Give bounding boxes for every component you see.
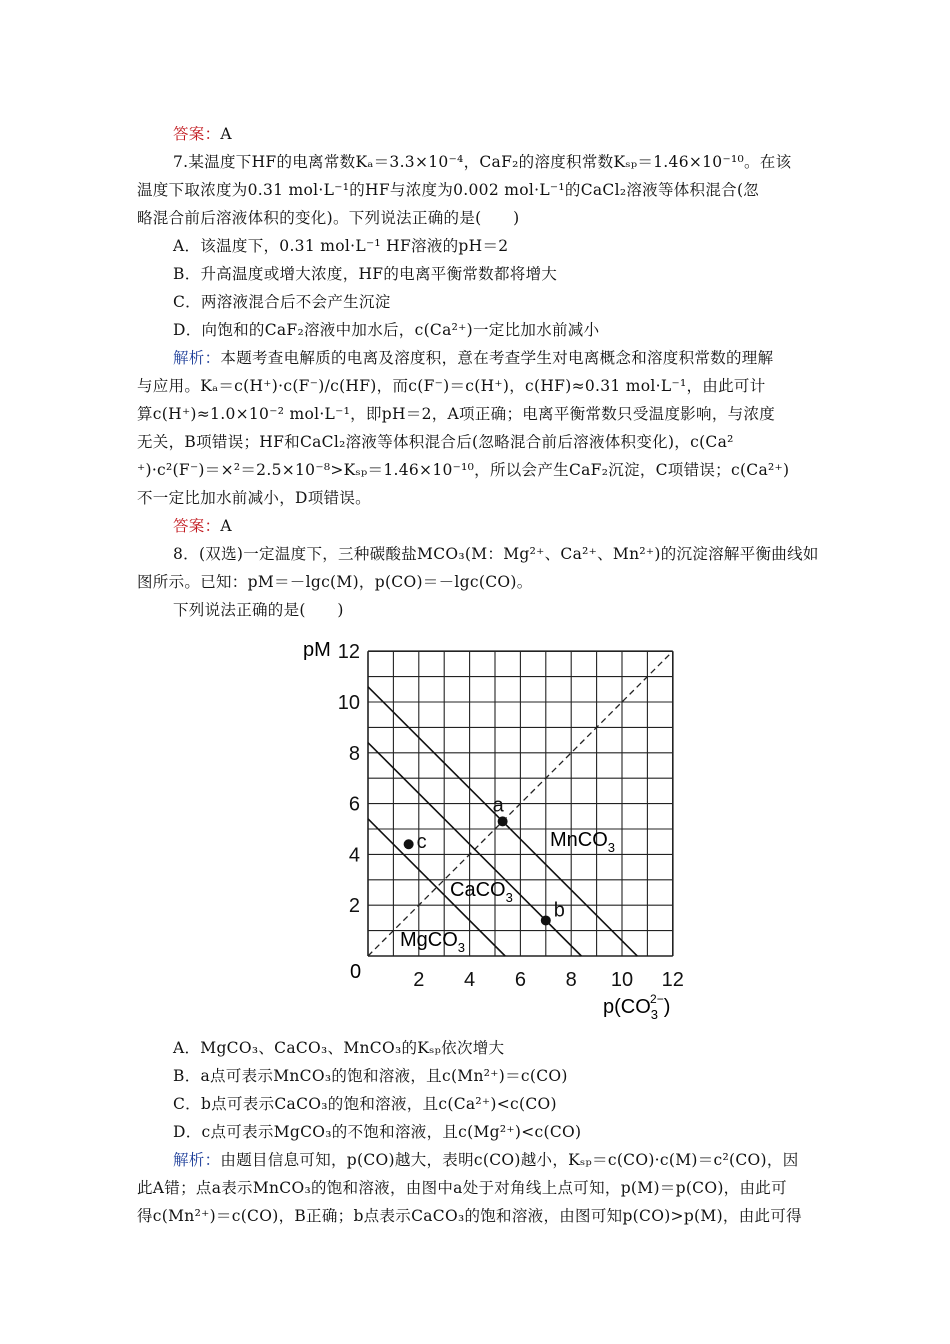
x-axis-label <box>603 992 670 1020</box>
option-7-a: A．该温度下，0.31 mol·L⁻¹ HF溶液的pH＝2 <box>173 237 509 255</box>
curve-label-mnco3 <box>550 829 615 855</box>
option-8-d: D．c点可表示MgCO₃的不饱和溶液，且c(Mg²⁺)<c(CO) <box>173 1123 582 1141</box>
y-axis-label: pM <box>303 639 331 661</box>
option-7-d: D．向饱和的CaF₂溶液中加水后，c(Ca²⁺)一定比加水前减小 <box>173 321 600 339</box>
option-7-c: C．两溶液混合后不会产生沉淀 <box>173 293 391 311</box>
analysis-text: 本题考查电解质的电离及溶度积，意在考查学生对电离概念和溶度积常数的理解 <box>220 349 774 367</box>
x-axis-label-end: ) <box>663 996 671 1018</box>
analysis-7-line-3: 算c(H⁺)≈1.0×10⁻² mol·L⁻¹，即pH＝2，A项正确；电离平衡常数只受温度影响，与浓度 <box>137 405 776 423</box>
data-point-a <box>498 816 508 826</box>
y-tick-label: 12 <box>337 641 360 664</box>
question-8-line-1: 8．(双选)一定温度下，三种碳酸盐MCO₃(M：Mg²⁺、Ca²⁺、Mn²⁺)的沉淀溶解平衡曲线如 <box>173 545 819 563</box>
option-7-b: B．升高温度或增大浓度，HF的电离平衡常数都将增大 <box>173 265 558 283</box>
option-8-c: C．b点可表示CaCO₃的饱和溶液，且c(Ca²⁺)<c(CO) <box>173 1095 557 1113</box>
answer-value: A <box>220 125 232 143</box>
graph-svg <box>290 630 700 1020</box>
question-7-line-3: 略混合前后溶液体积的变化)。下列说法正确的是( ) <box>137 209 520 227</box>
question-7-line-2: 温度下取浓度为0.31 mol·L⁻¹的HF与浓度为0.002 mol·L⁻¹的CaCl₂溶液等体积混合(忽 <box>137 181 760 199</box>
y-tick-label: 2 <box>348 895 360 918</box>
answer-line-6 <box>173 122 232 144</box>
tick-layer <box>338 641 684 991</box>
data-point-label-a: a <box>492 794 504 817</box>
data-point-label-b: b <box>553 899 565 922</box>
answer-label: 答案： <box>173 517 221 535</box>
curve-label-caco3-main: CaCO <box>450 879 506 901</box>
x-axis-label-main: p(CO <box>603 996 651 1018</box>
solubility-equilibrium-graph <box>290 630 700 1020</box>
analysis-label: 解析： <box>173 1151 221 1169</box>
question-7-line-1: 7.某温度下HF的电离常数Kₐ＝3.3×10⁻⁴，CaF₂的溶度积常数Kₛₚ＝1.46×10⁻¹⁰。在该 <box>173 153 792 171</box>
x-axis-label-sup: 2− <box>650 992 664 1006</box>
analysis-text: 由题目信息可知，p(CO)越大，表明c(CO)越小，Kₛₚ＝c(CO)·c(M)＝c²(CO)，因 <box>220 1151 799 1169</box>
analysis-8-line-2: 此A错；点a表示MnCO₃的饱和溶液，由图中a处于对角线上点可知，p(M)＝p(CO)，由此可 <box>137 1179 787 1197</box>
curve-label-mgco3-main: MgCO <box>400 929 458 951</box>
answer-label: 答案： <box>173 125 221 143</box>
y-tick-label: 8 <box>348 742 360 765</box>
x-tick-label: 4 <box>464 969 476 991</box>
curve-label-caco3-sub: 3 <box>505 890 513 905</box>
x-tick-label: 6 <box>514 969 526 991</box>
data-point-c <box>404 839 414 849</box>
question-8-line-2: 图所示。已知：pM＝－lgc(M)，p(CO)＝－lgc(CO)。 <box>137 573 533 591</box>
origin-label: 0 <box>350 961 362 983</box>
data-point-b <box>541 915 551 925</box>
x-tick-label: 10 <box>610 969 634 991</box>
answer-value: A <box>220 517 232 535</box>
data-point-label-c: c <box>416 831 427 854</box>
analysis-7-line-1 <box>173 346 773 368</box>
analysis-7-line-2: 与应用。Kₐ＝c(H⁺)·c(F⁻)/c(HF)，而c(F⁻)＝c(H⁺)，c(HF)≈0.31 mol·L⁻¹，由此可计 <box>137 377 766 395</box>
curve-label-mnco3-sub: 3 <box>607 840 616 855</box>
x-tick-label: 12 <box>661 969 684 991</box>
option-8-a: A．MgCO₃、CaCO₃、MnCO₃的Kₛₚ依次增大 <box>173 1039 505 1057</box>
question-8-line-3: 下列说法正确的是( ) <box>173 601 344 619</box>
analysis-7-line-6: 不一定比加水前减小，D项错误。 <box>137 489 371 507</box>
option-8-b: B．a点可表示MnCO₃的饱和溶液，且c(Mn²⁺)＝c(CO) <box>173 1067 568 1085</box>
analysis-7-line-4: 无关，B项错误；HF和CaCl₂溶液等体积混合后(忽略混合前后溶液体积变化)，c(Ca² <box>137 433 734 451</box>
curve-label-mnco3-main: MnCO <box>550 829 608 851</box>
y-tick-label: 6 <box>348 793 360 816</box>
analysis-8-line-3: 得c(Mn²⁺)＝c(CO)，B正确；b点表示CaCO₃的饱和溶液，由图可知p(CO)>p(M)，由此可得 <box>137 1207 802 1225</box>
answer-line-7 <box>173 514 232 536</box>
x-axis-label-sub: 3 <box>650 1007 659 1020</box>
curve-label-caco3 <box>450 879 513 905</box>
analysis-7-line-5: ⁺)·c²(F⁻)＝×²＝2.5×10⁻⁸>Kₛₚ＝1.46×10⁻¹⁰，所以会产生CaF₂沉淀，C项错误；c(Ca²⁺) <box>137 461 790 479</box>
curve-label-mgco3-sub: 3 <box>457 940 466 955</box>
analysis-8-line-1 <box>173 1148 799 1170</box>
x-tick-label: 2 <box>413 969 425 991</box>
curve-label-mgco3 <box>400 929 465 955</box>
y-tick-label: 4 <box>348 844 360 867</box>
analysis-label: 解析： <box>173 349 221 367</box>
y-tick-label: 10 <box>337 692 360 714</box>
x-tick-label: 8 <box>565 969 577 991</box>
